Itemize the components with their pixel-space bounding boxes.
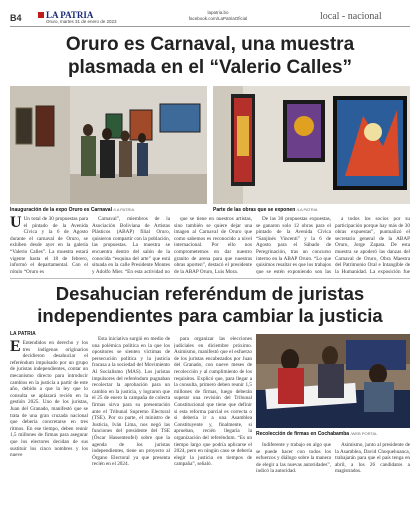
edition-date: Oruro, martes 31 de enero de 2023 [46, 19, 117, 24]
article2-column-4: Indiferente y trabajo en algo que se puede hacer con todos los esfuerzos y diálogo sobre la manera de elegir a las nuevas autoridades”, indicó la autoridad. [256, 442, 331, 475]
article2-column-3: para organizar las elecciones judiciales en diciembre próximo. Asimismo, manifestó que el esfuerzo de los juristas encabezados por Juan del Granado, con nueve meses de recolección y al cumplimiento de los requisitos. Explicó que, para llegar a la consulta, primero deben reunir 1,5 millones de firmas, luego deberán superar una revisión del Tribunal Constitucional que tiene que definir si esta reforma parcial es correcta o si debería ir a una Asamblea Constituyente y, finalmente, si aprueban, recién llegaría la organización del referéndum. “Es un tiempo largo que podría aplicarse el 2024, pero en ningún caso se debería elegir la justicia en tiempos de campaña”, señaló. [174, 336, 252, 468]
article1-photo-gallery [10, 86, 207, 204]
article1-column-2: Carnaval”, miembros de la Asociación Boliviana de Artistas Plásticos (ABAP) filial Oruro, quisieron compartir con la población, las propuestas. La muestra se encuentra dentro del salón de la conocida “esquina del arte” que está situada en la calle Presidente Montes y Adolfo Mier. “En esta actividad no [92, 216, 170, 274]
article2-headline-line2: independientes para cambiar la justicia [37, 305, 383, 326]
article1-headline-line2: plasmada en el “Valerio Calles” [67, 57, 353, 78]
section-label: local - nacional [320, 11, 382, 22]
article1-photo-artworks [213, 86, 410, 204]
article2-headline [10, 283, 410, 327]
web-info [188, 10, 248, 22]
article1-column-1: U Un total de 30 propuestas para el pintado de la Avenida Cívica y la 6 de Agosto durante el carnaval de Oruro, se exhiben desde ayer en la galería “Valerio Calles”. La muestra estará vigente hasta el 18 de febrero, informó el departamental. Con el rótulo “Oruro es [10, 216, 88, 274]
article2-kicker: LA PATRIA [10, 331, 36, 337]
brand-name: LA PATRIA [46, 10, 94, 20]
article1-photo2-caption: Parte de las obras que se exponen /LA PATRIA [213, 207, 318, 213]
article2-photo-caption: Recolección de firmas en Cochabamba /WEB PORTAL [256, 431, 378, 437]
article2-dropcap: E [10, 340, 21, 355]
page-number: B4 [10, 13, 22, 23]
website-url: lapatria.bo [207, 10, 229, 15]
article1-column-3: que se tiene en nuestros artistas, sino también se quiere dejar una imagen al Carnaval de Oruro que como sabemos es reconocido a nivel internacional. Por ello nos comprometemos en dar nuestro granito de arena para que nuestras obras aporten”, destacó el presidente de la ABAP Oruro, Luis Mora. [174, 216, 252, 274]
article1-dropcap: U [10, 216, 22, 231]
article2-column-1: E Entendidos en derecho y los tres indígenas originarios decidieron desahuciar el referéndum impulsado por un grupo de juristas independientes, contar un mecanismo directo para introducir cambios en la justicia a partir de este año, debido a que la ley que lo consulta se aplazará recién en la gestión 2025. Uno de los juristas, Juan del Granado, manifestó que se trata de una gran cruzada nacional que debería concretarse en tres ritmos. En ese tiempo, deben reunir 1,5 millones de firmas para asegurar que los electores decidan de sus sustituir los cinco nombres y los nueve [10, 340, 88, 459]
article1-headline [10, 33, 410, 79]
article2-column-5: Asimismo, junto al presidente de la Asamblea, David Choquehuanca, trabajarán para que el país tenga en abril, a los 26 candidatos a magistrados. [335, 442, 410, 475]
article1-headline-line1: Oruro es Carnaval, una muestra [65, 34, 355, 55]
article2-column-2: Esta iniciativa surgió en medio de una polémica política en la que los opositores se sienten víctimas de persecución política y la justicia fracasa a la sociedad del Movimiento Al Socialismo (MAS). Los juristas impulsores del referéndum pugnaban recolectar la aprobación para un cambio en la justicia, y lograron que el 25 de enero la campaña de colecta firmas sirva para su presentación ante el Tribunal Supremo Electoral (TSE). Por su parte, el ministro de Justicia, Iván Lima, nos negó las funciones del presidente del TSE (Óscar Hassenteufel) sobre que la agenda de los juristas independientes, tiene un proyecto al Órgano Electoral ya que presenta recién en el 2024. [92, 336, 170, 468]
facebook-url: facebook.com/LaPatriaOficial [188, 16, 248, 21]
article1-column-5: a todos los socios por su participación porque hay más de 30 obras expuestas”, puntualizó el secretario general de la ABAP Oruro, Jorge Zapata. De esta muestra se apoderó las danzas del Carnaval de Oruro, Obra Maestra del Patrimonio Oral e Intangible de la Humanidad. La exposición fue [335, 216, 410, 274]
article-divider [10, 278, 410, 279]
article2-photo-signatures [256, 334, 410, 428]
header-divider [10, 26, 410, 27]
article2-headline-line1: Desahucian referéndum de juristas [55, 283, 365, 304]
article1-photo1-caption: Inauguración de la expo Oruro es Carnaval /LA PATRIA [10, 207, 135, 213]
brand-logo-mark [38, 12, 44, 18]
article1-column-4: De las 30 propuestas expuestas, se ganaron solo 12 obras para el pintado de la Avenida Cívica “Sanjinés Vincenti” y la 6 de Agosto para el Sábado de Peregrinación, tras un concurso interno en la ABAP Oruro. “Lo que quisimos resaltar es que los trabajos que se estén exponiendo son las [256, 216, 331, 274]
